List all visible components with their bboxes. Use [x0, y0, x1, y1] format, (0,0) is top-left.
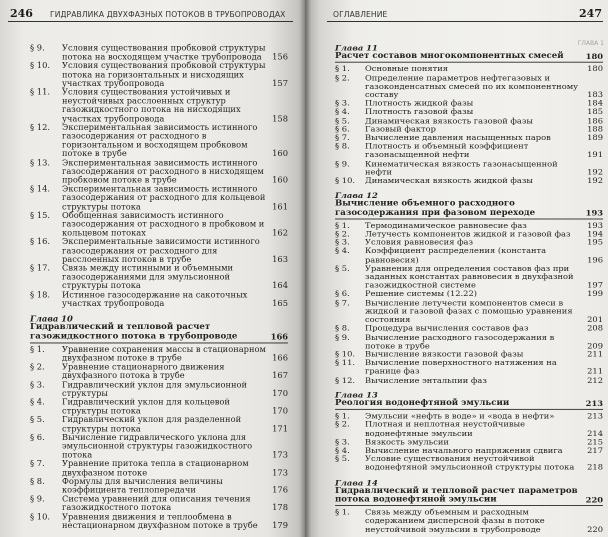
right-toc-entry [335, 264, 603, 290]
section-number: § 18. [30, 289, 50, 300]
chapter-rule [30, 342, 288, 343]
left-toc-entry [30, 158, 288, 184]
page-ref: 180 [585, 51, 603, 61]
page-ref: 208 [587, 323, 603, 333]
left-toc-entry [30, 291, 288, 309]
section-title: Экспериментальная зависимость истинного газосодержания от расходного для кольцевой структуры потока [62, 183, 266, 212]
section-number: § 5. [335, 115, 350, 125]
section-number: § 14. [30, 183, 50, 194]
section-title: Плотность и объемный коэффициент газонасыщенной нефти [365, 141, 529, 160]
page-ref: 170 [272, 388, 288, 398]
chapter-label: Глава 12 [335, 190, 378, 201]
section-number: § 1. [335, 63, 350, 74]
section-number: § 3. [335, 436, 350, 447]
right-toc-entry [335, 508, 603, 534]
right-toc-entry [335, 420, 603, 437]
page-ref: 220 [587, 524, 603, 534]
section-title: Летучесть компонентов жидкой и газовой фаз [365, 228, 571, 239]
page-ref: 194 [587, 228, 603, 239]
section-title: Обобщенная зависимость истинного газосодержания от расходного в пробковом и кольцевом потоках [62, 210, 265, 238]
left-header-rule [8, 21, 293, 22]
page-ref: 218 [587, 462, 603, 472]
section-title: Вычисление гидравлического уклона для эмульсионной структуры газожидкостного потока [62, 432, 253, 460]
right-toc-entry [335, 247, 603, 264]
section-title: Связь между истинными и объемными газосодержаниями для эмульсионной структуры потока [62, 263, 234, 291]
page-ref: 214 [587, 428, 603, 438]
page-ref: 213 [585, 398, 603, 408]
section-number: § 1. [335, 220, 350, 230]
page-ref: 217 [587, 445, 603, 455]
left-toc-entry [30, 477, 288, 495]
left-toc-entry [30, 380, 288, 398]
section-number: § 12. [335, 374, 355, 385]
section-title: Коэффициент распределения (константа равновесия) [365, 246, 547, 264]
left-page-number: 246 [10, 7, 33, 20]
right-toc-entry [335, 359, 603, 376]
right-header-rule [327, 21, 603, 22]
section-number: § 5. [335, 453, 350, 464]
left-toc-entry [30, 512, 288, 530]
chapter-heading [335, 487, 603, 504]
section-title: Вычисление летучести компонентов смеси в жидкой и газовой фазах с помощью уравнения состояния [365, 297, 573, 325]
section-title: Уравнения движения и теплообмена в нестационарном двухфазном потоке в трубе [62, 511, 258, 530]
section-title: Плотная и неплотная неустойчивые водонефтяные эмульсии [365, 419, 526, 438]
section-title: Плотность газовой фазы [365, 106, 474, 117]
left-toc [30, 44, 288, 530]
section-title: Вычисление вязкости газовой фазы [365, 349, 524, 359]
chapter-heading [30, 324, 288, 342]
section-title: Экспериментальные зависимости истинного газосодержания от расходного для расслоенных потоков в трубе [62, 236, 260, 264]
page-ref: 199 [587, 288, 603, 299]
chapter-heading [335, 200, 603, 217]
section-title: Экспериментальная зависимость истинного газосодержания от расходного в нисходящем пробковом потоке в трубе [62, 157, 264, 185]
section-number: § 2. [30, 361, 45, 372]
section-number: § 8. [30, 476, 45, 486]
book-gutter [299, 0, 311, 537]
right-page-number: 247 [579, 7, 602, 20]
right-toc-entry [335, 333, 603, 350]
section-number: § 8. [335, 323, 350, 333]
section-title: Связь между объемным и расходным содержанием дисперсной фазы в потоке неустойчивой эмульсии в трубопроводе [365, 507, 545, 534]
page-ref: 191 [587, 149, 603, 160]
left-toc-entry [30, 433, 288, 459]
chapter-rule [335, 505, 603, 506]
page-ref: 211 [587, 349, 603, 359]
section-title: Условия существования пробковой структуры потока на восходящем участке трубопровода [62, 43, 266, 62]
section-number: § 10. [335, 349, 355, 359]
page-ref: 161 [272, 201, 288, 212]
page-ref: 183 [587, 89, 603, 100]
page-ref: 178 [272, 502, 288, 513]
section-title: Условия существования пробковой структуры потока на горизонтальных и нисходящих участках трубопровода [62, 60, 266, 88]
section-title: Эмульсии «нефть в воде» и «вода в нефти» [365, 410, 555, 421]
section-title: Формулы для вычисления величины коэффициента теплопередачи [62, 476, 223, 495]
page-ref: 211 [587, 366, 603, 376]
chapter-label: Глава 11 [335, 43, 378, 53]
page-ref: 185 [587, 106, 603, 117]
right-toc-entry [335, 298, 603, 324]
section-title: Кинематическая вязкость газонасыщенной нефти [365, 158, 558, 177]
section-number: § 9. [30, 493, 45, 504]
left-toc-entry [30, 123, 288, 158]
page-ref: 184 [587, 98, 603, 108]
section-number: § 5. [30, 414, 45, 425]
left-toc-entry [30, 398, 288, 416]
section-title: Основные понятия [365, 63, 448, 74]
section-number: § 15. [30, 210, 50, 220]
section-title: Вычисление расходного газосодержания в потоке в трубе [365, 331, 555, 350]
section-title: Вычисление давления насыщенных паров [365, 132, 551, 143]
page-ref: 173 [272, 467, 288, 477]
page-ref: 165 [272, 298, 288, 308]
page-ref: 176 [272, 484, 288, 495]
page-ref: 166 [270, 331, 288, 342]
section-title: Уравнения для определения составов фаз при заданных константах равновесия в двухфазной газожидкостной системе [365, 263, 574, 290]
page-ref: 215 [587, 436, 603, 447]
page-ref: 173 [272, 449, 288, 460]
page-ref: 192 [587, 167, 603, 177]
section-title: Вычисление поверхностного натяжения на границе фаз [365, 357, 557, 376]
page-ref: 179 [272, 520, 288, 530]
bleed-through-text: ГЛАВА 1 [577, 40, 604, 47]
section-number: § 6. [30, 432, 45, 442]
section-number: § 10. [30, 511, 50, 521]
section-number: § 7. [30, 458, 45, 469]
left-toc-entry [30, 238, 288, 264]
page-ref: 160 [272, 175, 288, 185]
section-number: § 3. [30, 379, 45, 389]
chapter-rule [335, 409, 603, 410]
section-number: § 7. [335, 297, 350, 307]
section-title: Процедура вычисления составов фаз [365, 323, 529, 333]
left-toc-entry [30, 363, 288, 381]
page-ref: 166 [272, 352, 288, 363]
right-toc-entry [335, 142, 603, 159]
left-toc-entry [30, 44, 288, 62]
section-number: § 8. [335, 141, 350, 151]
section-number: § 4. [30, 396, 45, 407]
left-toc-entry [30, 416, 288, 434]
section-title: Система уравнений для описания течения газожидкостного потока [62, 493, 251, 513]
section-title: Гидравлический уклон для эмульсионной структуры [62, 379, 248, 398]
section-title: Вычисление энтальпии фаз [365, 374, 487, 385]
section-number: § 10. [30, 60, 50, 71]
page-ref: 164 [272, 280, 288, 291]
right-toc-entry [335, 376, 603, 385]
page-ref: 186 [587, 115, 603, 125]
section-title: Газовый фактор [365, 124, 436, 134]
section-title: Определение параметров нефтегазовых и газоконденсатных смесей по их компонентному составу [365, 72, 579, 100]
section-number: § 2. [335, 228, 350, 239]
page-ref: 157 [272, 78, 288, 88]
left-toc-entry [30, 495, 288, 513]
page-ref: 212 [587, 374, 603, 385]
section-number: § 2. [335, 72, 350, 82]
page-ref: 158 [272, 113, 288, 124]
section-number: § 17. [30, 263, 50, 273]
section-number: § 6. [335, 124, 350, 134]
left-toc-entry [30, 264, 288, 290]
chapter-label: Глава 10 [30, 313, 73, 324]
chapter-rule [335, 62, 603, 63]
section-title: Плотность жидкой фазы [365, 98, 474, 108]
page-ref: 189 [587, 132, 603, 143]
page-ref: 197 [587, 280, 603, 290]
page-ref: 180 [587, 63, 603, 74]
section-number: § 9. [30, 43, 45, 53]
section-title: Уравнение стационарного движения двухфазного потока в трубе [62, 361, 225, 381]
section-number: § 16. [30, 236, 50, 247]
page-ref: 188 [587, 124, 603, 134]
left-toc-entry [30, 185, 288, 211]
section-number: § 4. [335, 246, 350, 256]
chapter-label: Глава 13 [335, 389, 378, 400]
section-title: Термодинамическое равновесие фаз [365, 220, 527, 230]
right-toc-entry [335, 177, 603, 186]
chapter-heading [335, 53, 603, 62]
page-ref: 192 [587, 175, 603, 185]
left-toc-entry [30, 345, 288, 363]
page-ref: 220 [585, 494, 603, 505]
chapter-title: Реология водонефтяной эмульсии [335, 398, 510, 408]
section-number: § 10. [335, 175, 355, 185]
right-page [305, 0, 608, 537]
chapter-title: Расчет составов многокомпонентных смесей [335, 51, 564, 61]
page-ref: 167 [272, 370, 288, 381]
right-toc-entry [335, 455, 603, 472]
section-title: Уравнение притока тепла в стационарном двухфазном потоке [62, 458, 249, 477]
section-title: Экспериментальная зависимость истинного газосодержания от расходного в горизонтальном и восходящем пробковом потоке в трубе [62, 122, 258, 159]
left-toc-entry [30, 62, 288, 88]
section-number: § 5. [335, 263, 350, 273]
left-running-head: ГИДРАВЛИКА ДВУХФАЗНЫХ ПОТОКОВ В ТРУБОПРОВОДАХ [50, 10, 286, 19]
page-ref: 213 [587, 410, 603, 421]
chapter-title: Вычисление объемного расходного газосодержания при фазовом переходе [335, 199, 536, 218]
page-ref: 170 [272, 405, 288, 416]
section-number: § 3. [335, 237, 350, 247]
page-ref: 163 [272, 254, 288, 264]
section-number: § 9. [335, 158, 350, 168]
section-number: § 1. [335, 410, 350, 421]
section-number: § 4. [335, 106, 350, 117]
section-number: § 1. [335, 507, 350, 517]
section-title: Гидравлический уклон для разделенной структуры потока [62, 414, 242, 433]
section-number: § 3. [335, 98, 350, 108]
section-number: § 11. [30, 87, 50, 97]
right-toc [335, 44, 603, 534]
right-toc-entry [335, 74, 603, 100]
chapter-title: Гидравлический и тепловой расчет газожидкостного потока в трубопроводе [30, 322, 238, 342]
right-toc-entry [335, 159, 603, 176]
section-number: § 11. [335, 357, 355, 368]
section-number: § 7. [335, 132, 350, 143]
section-title: Вычисление начального напряжения сдвига [365, 445, 563, 455]
section-number: § 4. [335, 445, 350, 455]
page-ref: 209 [587, 340, 603, 350]
section-number: § 12. [30, 122, 50, 132]
section-title: Решение системы (12.22) [365, 288, 477, 299]
section-number: § 2. [335, 419, 350, 429]
page-ref: 193 [587, 220, 603, 230]
section-title: Гидравлический уклон для кольцевой структуры потока [62, 396, 230, 416]
section-title: Условия существования устойчивых и неустойчивых расслоенных структур газожидкостного потока на нисходящих участках трубопровода [62, 87, 241, 124]
section-title: Вязкость эмульсии [365, 436, 449, 447]
chapter-label: Глава 14 [335, 477, 378, 487]
section-title: Динамическая вязкость газовой фазы [365, 115, 533, 125]
page-ref: 201 [587, 314, 603, 325]
section-number: § 6. [335, 288, 350, 299]
chapter-heading [335, 400, 603, 409]
section-title: Условия равновесия фаз [365, 237, 474, 247]
page-ref: 195 [587, 237, 603, 247]
right-running-head: ОГЛАВЛЕНИЕ [333, 10, 388, 19]
section-title: Уравнение сохранения массы в стационарном двухфазном потоке в трубе [62, 344, 266, 363]
left-toc-entry [30, 211, 288, 237]
page-ref: 171 [272, 423, 288, 433]
left-toc-entry [30, 460, 288, 478]
section-title: Динамическая вязкость жидкой фазы [365, 175, 533, 185]
page-ref: 160 [272, 148, 288, 159]
page-ref: 193 [585, 207, 603, 218]
page-ref: 156 [272, 51, 288, 62]
chapter-rule [335, 218, 603, 219]
left-toc-entry [30, 88, 288, 123]
page-ref: 162 [272, 227, 288, 238]
section-number: § 1. [30, 344, 45, 354]
page-ref: 196 [587, 254, 603, 264]
section-title: Условие существования неустойчивой водонефтяной эмульсионной структуры потока [365, 453, 575, 472]
section-number: § 13. [30, 157, 50, 168]
section-number: § 9. [335, 331, 350, 342]
chapter-title: Гидравлический и тепловой расчет параметров потока водонефтяной эмульсии [335, 486, 578, 505]
section-title: Истинное газосодержание на сакоточных участках трубопровода [62, 289, 248, 308]
